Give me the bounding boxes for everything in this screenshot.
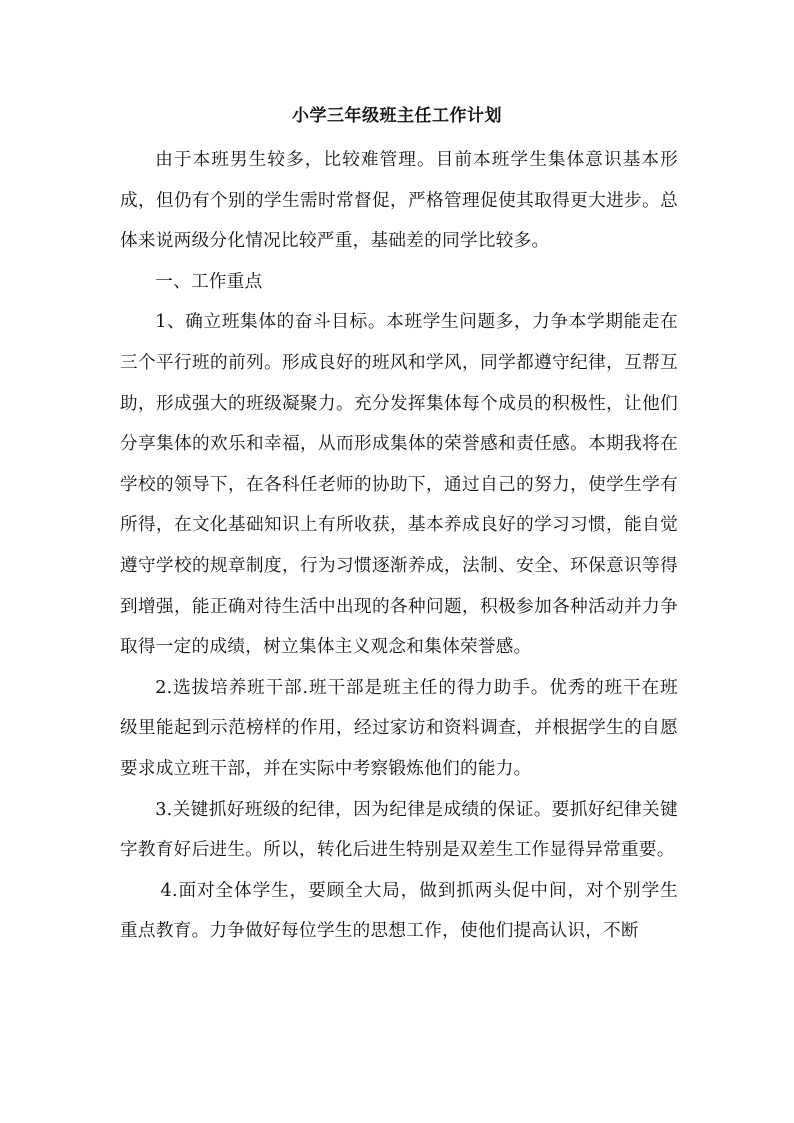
paragraph-point-3: 3.关键抓好班级的纪律，因为纪律是成绩的保证。要抓好纪律关键字教育好后进生。所以，转化后进生特别是双差生工作显得异常重要。 xyxy=(120,799,678,861)
paragraph-point-2: 2.选拔培养班干部.班干部是班主任的得力助手。优秀的班干在班级里能起到示范榜样的作用，经过家访和资料调查，并根据学生的自愿要求成立班干部，并在实际中考察锻炼他们的能力。 xyxy=(120,677,678,779)
paragraph-intro: 由于本班男生较多，比较难管理。目前本班学生集体意识基本形成，但仍有个别的学生需时常督促，严格管理促使其取得更大进步。总体来说两级分化情况比较严重，基础差的同学比较多。 xyxy=(120,150,678,252)
section-heading-work-focus: 一、工作重点 xyxy=(155,271,263,292)
paragraph-point-1: 1、确立班集体的奋斗目标。本班学生问题多，力争本学期能走在三个平行班的前列。形成良好的班风和学风，同学都遵守纪律，互帮互助，形成强大的班级凝聚力。充分发挥集体每个成员的积极性，让他们分享集体的欢乐和幸福，从而形成集体的荣誉感和责任感。本期我将在学校的领导下，在各科任老师的协助下，通过自己的努力，使学生学有所得，在文化基础知识上有所收获，基本养成良好的学习习惯，能自觉遵守学校的规章制度，行为习惯逐渐养成，法制、安全、环保意识等得到增强，能正确对待生活中出现的各种问题，积极参加各种活动并力争取得一定的成绩，树立集体主义观念和集体荣誉感。 xyxy=(120,312,678,658)
document-body xyxy=(120,140,678,952)
document-title: 小学三年级班主任工作计划 xyxy=(292,106,502,126)
paragraph-point-4: 4.面对全体学生，要顾全大局，做到抓两头促中间，对个别学生重点教育。力争做好每位学生的思想工作，使他们提高认识，不断 xyxy=(120,880,678,942)
